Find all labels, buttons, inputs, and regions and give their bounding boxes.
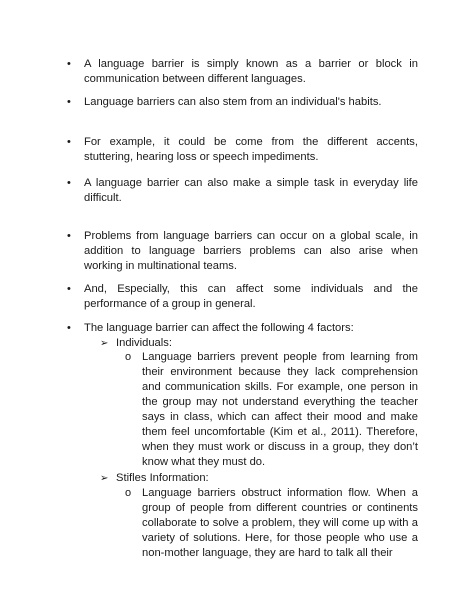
bullet-text-1: A language barrier is simply known as a barrier or block in communication between different languages. <box>84 58 418 85</box>
factor-heading-stifles-information: Stifles Information: <box>116 472 209 484</box>
circle-bullet-icon: o <box>125 487 132 499</box>
bullet-text-7: The language barrier can affect the following 4 factors: <box>84 322 354 334</box>
bullet-text-4: A language barrier can also make a simple task in everyday life difficult. <box>84 177 418 204</box>
factor-detail-stifles-information: Language barriers obstruct information flow. When a group of people from different countries or continents collaborate to solve a problem, they will come up with a variety of solutions. Here, for those people who use a non-mother language, they are hard to talk all their <box>142 487 418 559</box>
factor-heading-individuals: Individuals: <box>116 337 172 349</box>
bullet-text-5: Problems from language barriers can occur on a global scale, in addition to language barriers problems can also arise when working in multinational teams. <box>84 230 418 272</box>
bullet-text-6: And, Especially, this can affect some individuals and the performance of a group in general. <box>84 283 418 310</box>
bullet-marker: • <box>67 96 71 108</box>
arrow-bullet-icon: ➢ <box>100 473 109 484</box>
bullet-marker: • <box>67 230 71 242</box>
bullet-marker: • <box>67 58 71 70</box>
bullet-marker: • <box>67 136 71 148</box>
bullet-text-3: For example, it could be come from the different accents, stuttering, hearing loss or speech impediments. <box>84 136 418 163</box>
circle-bullet-icon: o <box>125 351 132 363</box>
bullet-marker: • <box>67 177 71 189</box>
bullet-text-2: Language barriers can also stem from an individual's habits. <box>84 96 382 108</box>
bullet-marker: • <box>67 322 71 334</box>
arrow-bullet-icon: ➢ <box>100 338 109 349</box>
bullet-marker: • <box>67 283 71 295</box>
factor-detail-individuals: Language barriers prevent people from learning from their environment because they lack comprehension and communication skills. For example, one person in the group may not understand everything the teacher says in class, which can affect their mood and make them feel uncomfortable (Kim et al., 2011). Therefore, when they must work or discuss in a group, they don’t know what they must do. <box>142 351 418 468</box>
